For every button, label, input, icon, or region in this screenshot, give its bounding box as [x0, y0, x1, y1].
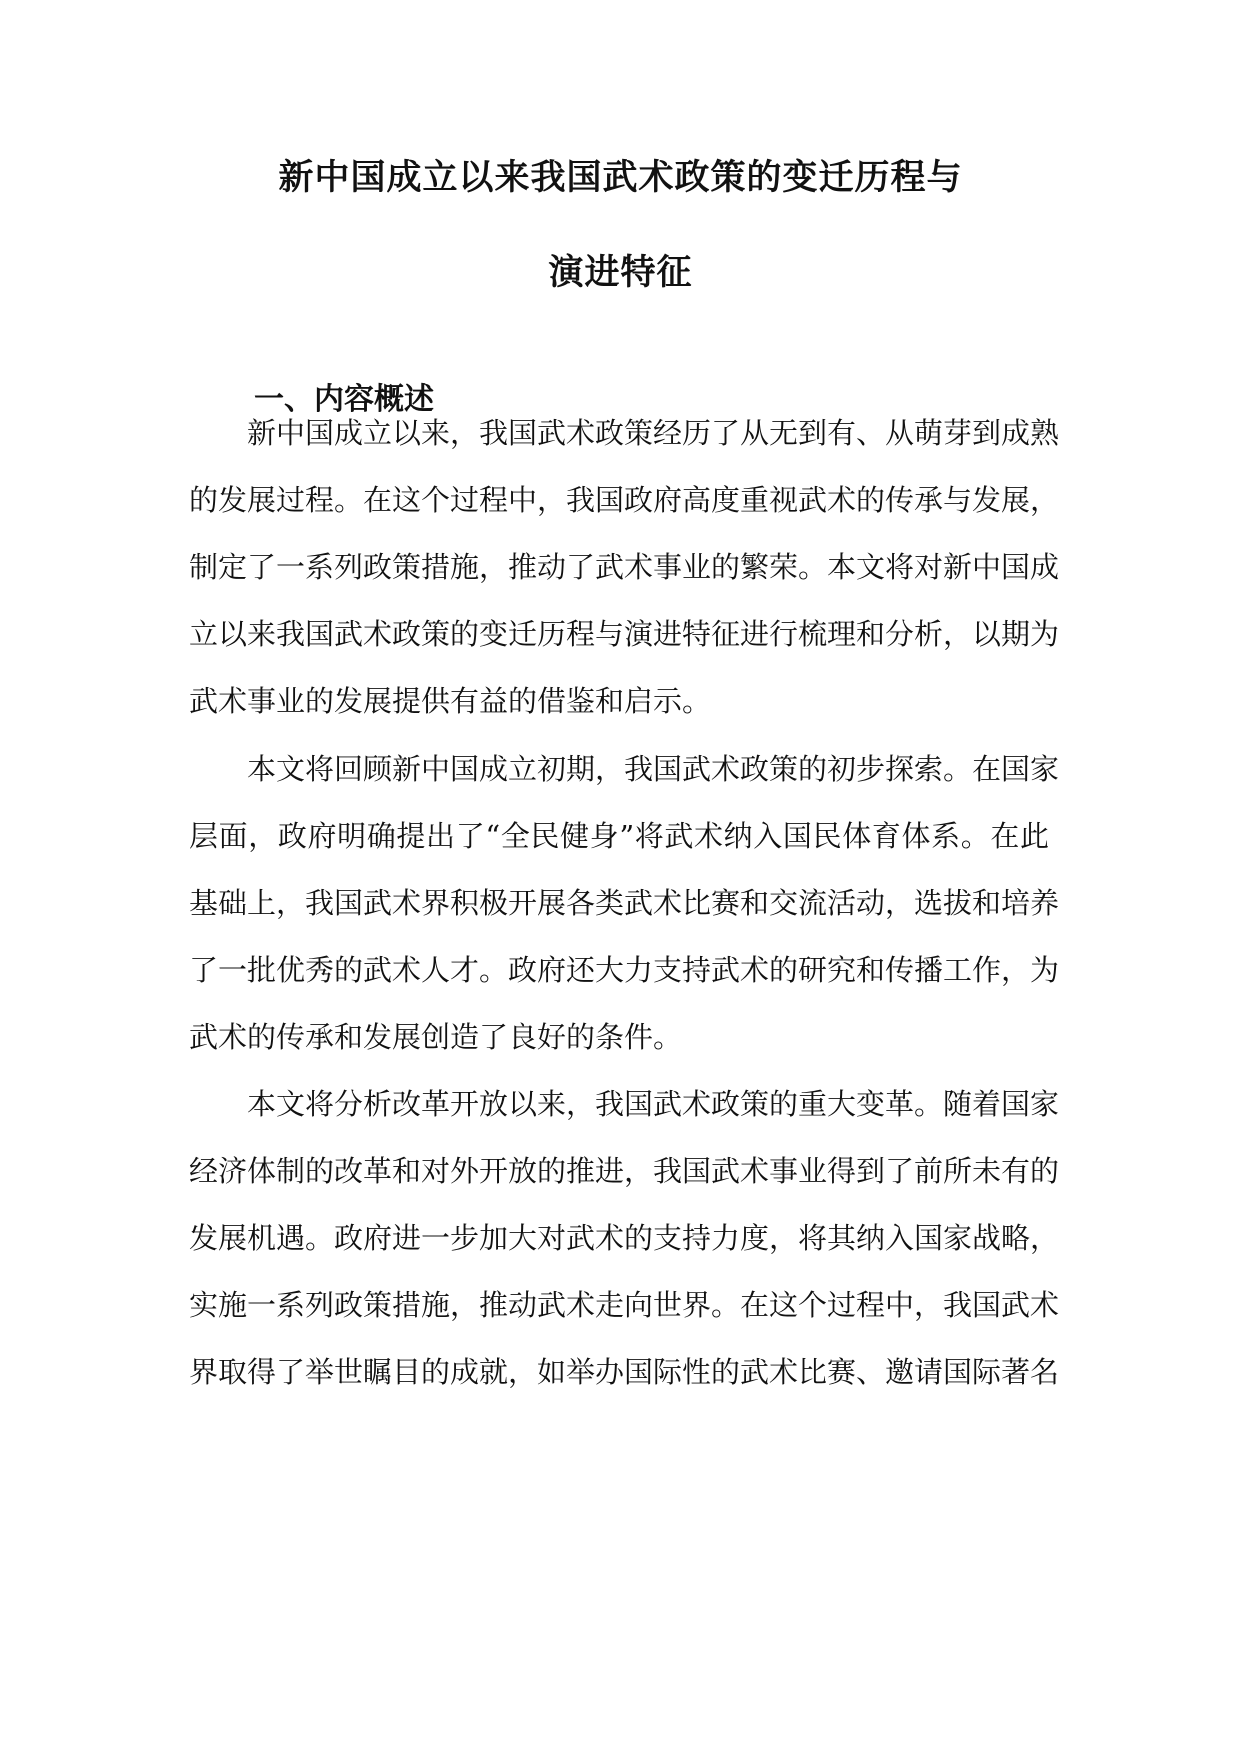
paragraph-2-line-5: 武术的传承和发展创造了良好的条件。 [189, 1020, 683, 1054]
paragraph-3-line-2: 经济体制的改革和对外开放的推进，我国武术事业得到了前所未有的 [189, 1154, 1060, 1188]
paragraph-3-line-4: 实施一系列政策措施，推动武术走向世界。在这个过程中，我国武术 [189, 1288, 1060, 1322]
paragraph-2-line-1: 本文将回顾新中国成立初期，我国武术政策的初步探索。在国家 [247, 752, 1060, 786]
paragraph-3-line-3: 发展机遇。政府进一步加大对武术的支持力度，将其纳入国家战略， [189, 1221, 1060, 1255]
paragraph-2-line-2: 层面，政府明确提出了“全民健身”将武术纳入国民体育体系。在此 [189, 819, 1049, 853]
paragraph-2-line-4: 了一批优秀的武术人才。政府还大力支持武术的研究和传播工作，为 [189, 953, 1060, 987]
document-title-line-2: 演进特征 [548, 252, 693, 293]
paragraph-1-line-1: 新中国成立以来，我国武术政策经历了从无到有、从萌芽到成熟 [247, 416, 1060, 450]
paragraph-2-line-3: 基础上，我国武术界积极开展各类武术比赛和交流活动，选拔和培养 [189, 886, 1060, 920]
paragraph-1-line-3: 制定了一系列政策措施，推动了武术事业的繁荣。本文将对新中国成 [189, 550, 1060, 584]
paragraph-1-line-4: 立以来我国武术政策的变迁历程与演进特征进行梳理和分析，以期为 [189, 617, 1060, 651]
paragraph-3-line-1: 本文将分析改革开放以来，我国武术政策的重大变革。随着国家 [247, 1087, 1060, 1121]
paragraph-3-line-5: 界取得了举世瞩目的成就，如举办国际性的武术比赛、邀请国际著名 [189, 1355, 1060, 1389]
document-title-line-1: 新中国成立以来我国武术政策的变迁历程与 [278, 157, 963, 198]
paragraph-1-line-5: 武术事业的发展提供有益的借鉴和启示。 [189, 684, 712, 718]
paragraph-1-line-2: 的发展过程。在这个过程中，我国政府高度重视武术的传承与发展， [189, 483, 1060, 517]
section-heading: 一、内容概述 [254, 382, 434, 417]
